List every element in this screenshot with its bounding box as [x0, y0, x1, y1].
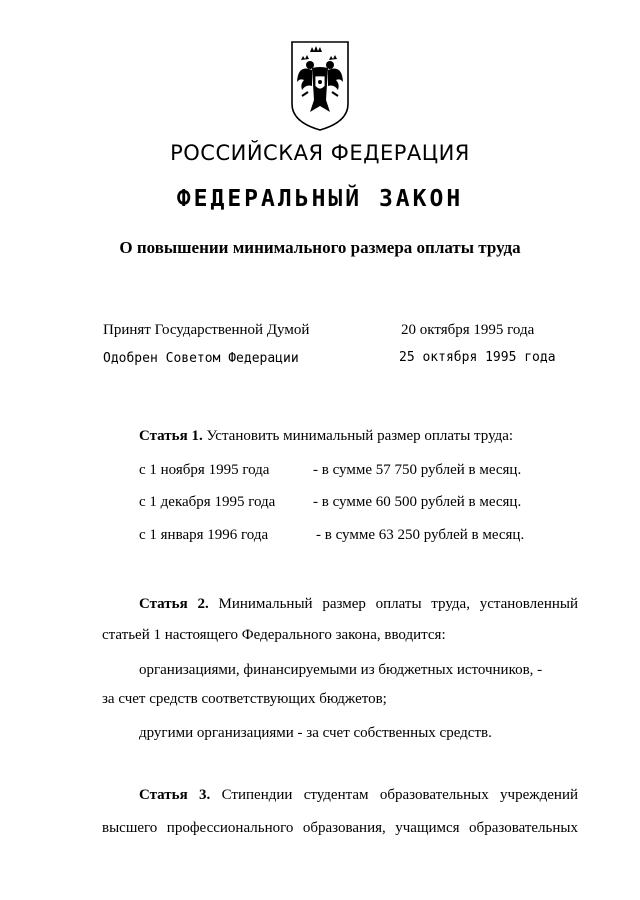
law-title: О повышении минимального размера оплаты труда	[119, 238, 521, 257]
article1-intro: Статья 1. Установить минимальный размер оплаты труда:	[139, 428, 514, 444]
coat-of-arms-icon	[288, 38, 352, 134]
article2-line: Статья 2. Минимальный размер оплаты труда, установленный	[139, 596, 578, 612]
article2-line: за счет средств соответствующих бюджетов;	[102, 691, 387, 707]
article1-row-date: с 1 декабря 1995 года	[139, 494, 276, 510]
article3-line: высшего профессионального образования, учащимся образовательных	[102, 820, 578, 836]
article1-row-date: с 1 января 1996 года	[139, 527, 269, 543]
article1-row-date: с 1 ноября 1995 года	[139, 462, 270, 478]
article1-heading: Статья 1.	[139, 428, 203, 444]
article2-heading: Статья 2.	[139, 596, 209, 612]
article2-line: другими организациями - за счет собственных средств.	[139, 725, 492, 741]
article1-row-amount: - в сумме 57 750 рублей в месяц.	[313, 462, 522, 478]
council-label: Одобрен Советом Федерации	[103, 351, 299, 366]
duma-date: 20 октября 1995 года	[401, 322, 535, 338]
article3-line: Статья 3. Стипендии студентам образовательных учреждений	[139, 787, 578, 803]
article2-line: организациями, финансируемыми из бюджетных источников, -	[139, 662, 543, 678]
article1-row-amount: - в сумме 60 500 рублей в месяц.	[313, 494, 522, 510]
document-type: ФЕДЕРАЛЬНЫЙ ЗАКОН	[176, 186, 464, 212]
article3-heading: Статья 3.	[139, 787, 211, 803]
article1-row-amount: - в сумме 63 250 рублей в месяц.	[316, 527, 525, 543]
article2-line: статьей 1 настоящего Федерального закона, вводится:	[102, 627, 446, 643]
council-date: 25 октября 1995 года	[399, 350, 556, 365]
country-name: РОССИЙСКАЯ ФЕДЕРАЦИЯ	[170, 141, 470, 165]
duma-label: Принят Государственной Думой	[103, 322, 310, 338]
